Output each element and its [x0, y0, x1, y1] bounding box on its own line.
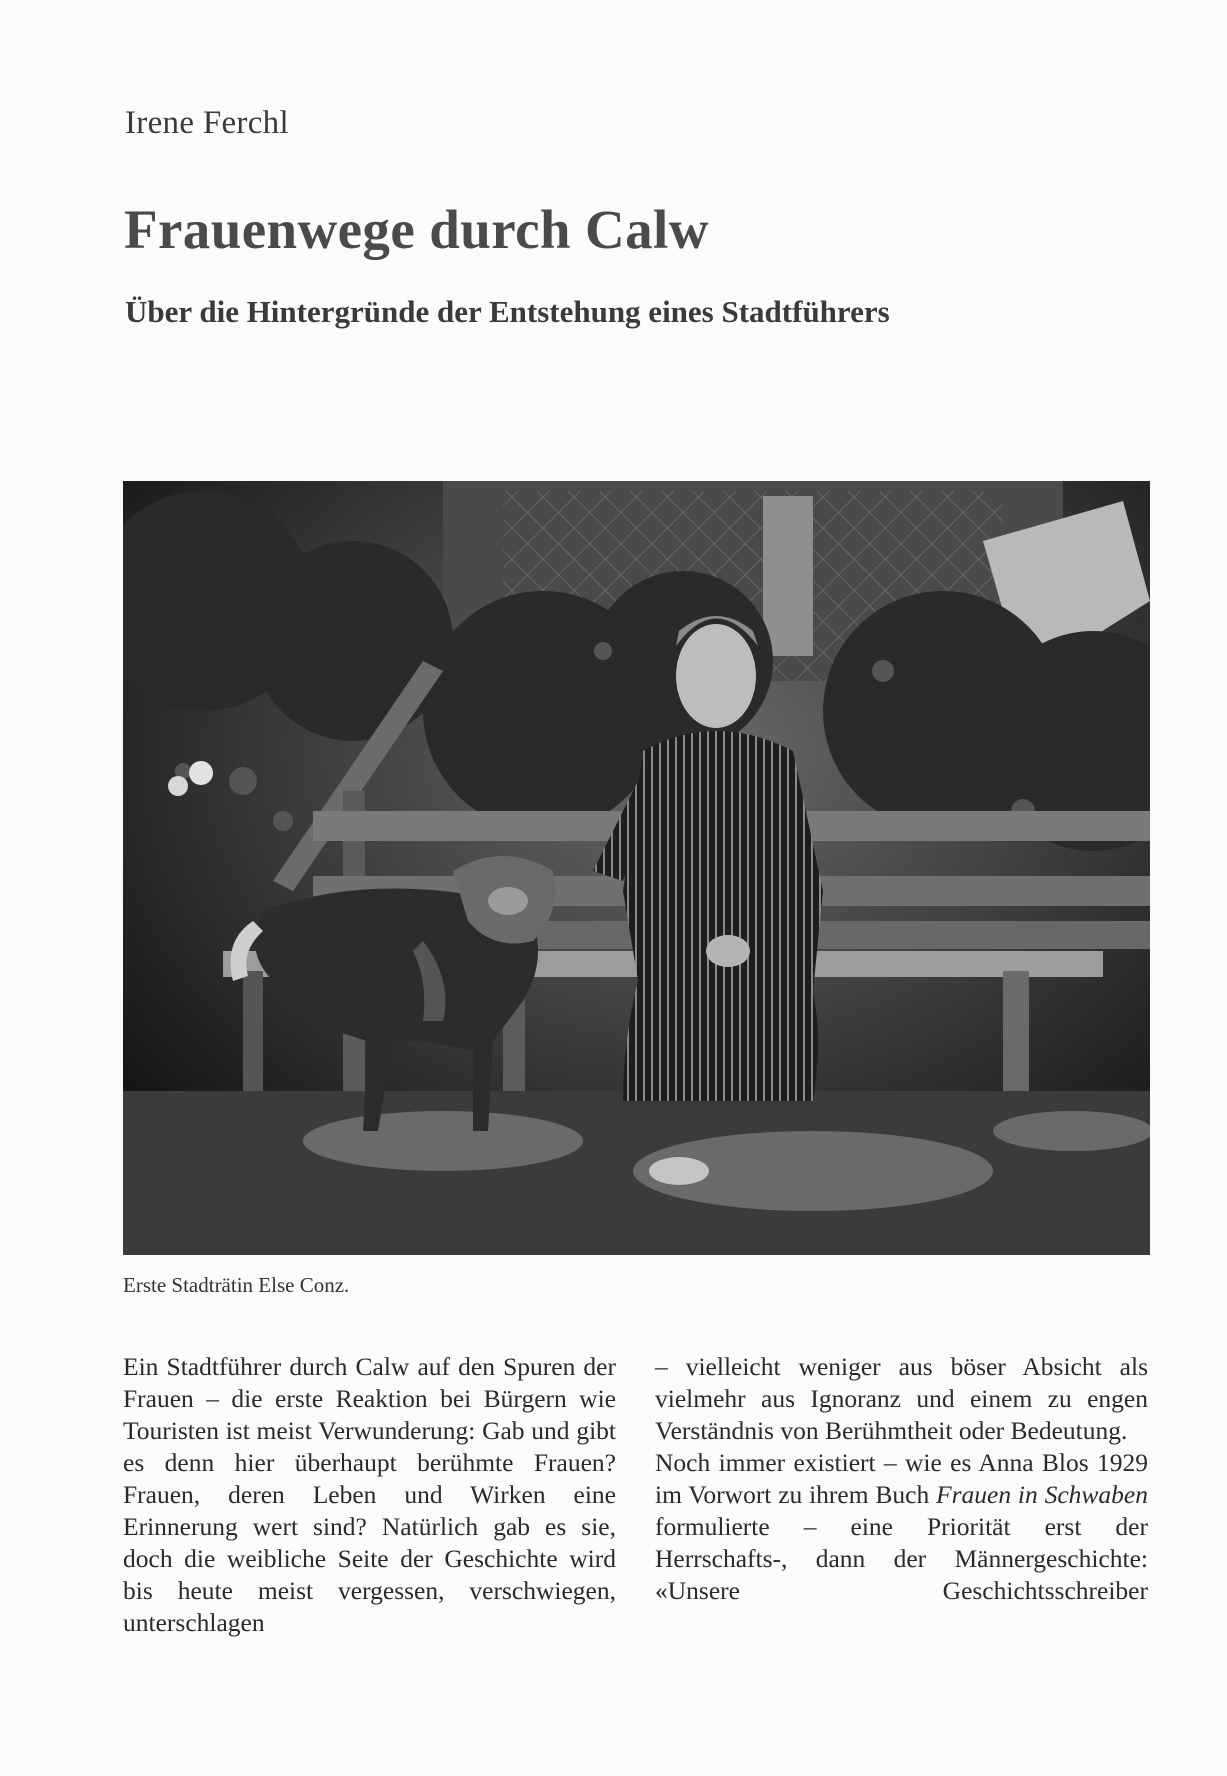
book-title-frauen-in-schwaben: Frauen in Schwaben — [936, 1480, 1148, 1509]
article-title: Frauenwege durch Calw — [124, 199, 709, 260]
photo-illustration — [123, 481, 1150, 1255]
paragraph-anna-blos-text-b: formulierte – eine Priorität erst der Herrschafts-, dann der Männergeschichte: «Unsere Geschichtsschreiber — [655, 1512, 1148, 1605]
author-name: Irene Ferchl — [125, 105, 289, 141]
body-column-right — [655, 1351, 1148, 1607]
paragraph-intro: Ein Stadtführer durch Calw auf den Spuren der Frauen – die erste Reaktion bei Bürgern wie Touristen ist meist Verwunderung: Gab und gibt es denn hier überhaupt berühmte Frauen? Frauen, deren Leben und Wirken eine Erinnerung wert sind? Natürlich gab es sie, doch die weibliche Seite der Geschichte wird bis heute meist vergessen, verschwiegen, unterschlagen — [123, 1352, 616, 1637]
paragraph-anna-blos — [655, 1447, 1148, 1607]
paragraph-continuation: – vielleicht weniger aus böser Absicht als vielmehr aus Ignoranz und einem zu engen Verständnis von Berühmtheit oder Bedeutung. — [655, 1352, 1148, 1445]
photo-else-conz — [123, 481, 1150, 1255]
article-subtitle: Über die Hintergründe der Entstehung eines Stadtführers — [125, 294, 890, 329]
body-column-left — [123, 1351, 616, 1639]
figure-caption: Erste Stadträtin Else Conz. — [123, 1273, 350, 1297]
paragraph-anna-blos-text-a: Noch immer existiert – wie es Anna Blos 1929 im Vorwort zu ihrem Buch — [655, 1448, 1148, 1509]
